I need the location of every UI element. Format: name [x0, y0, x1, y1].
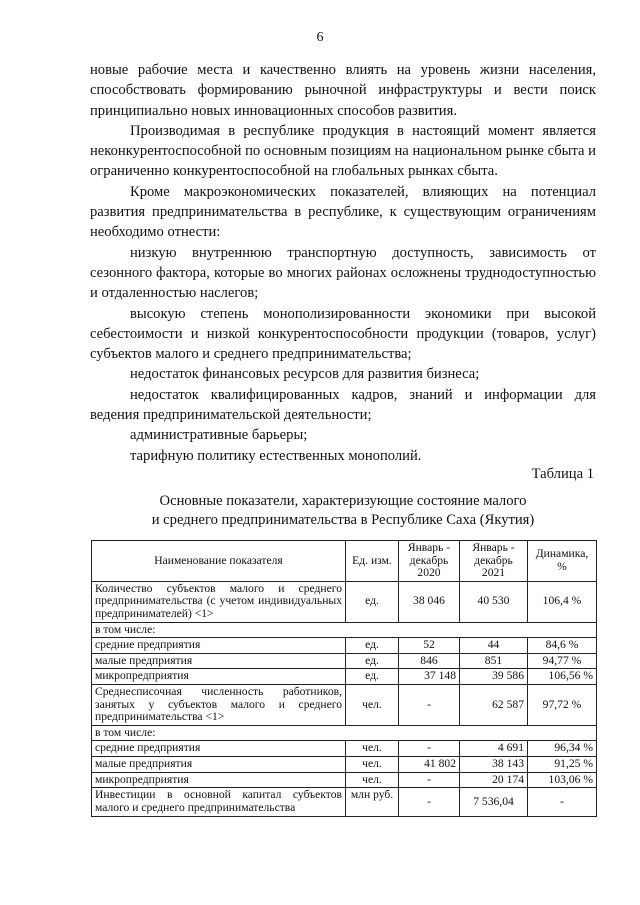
- table-row: [92, 741, 597, 757]
- cell-value-2021: 20 174: [460, 772, 528, 788]
- cell-unit: млн руб.: [346, 788, 399, 817]
- paragraph: высокую степень монополизированности экономики при высокой себестоимости и низкой конкурентоспособности продукции (товаров, услуг) субъектов малого и среднего предпринимательства;: [90, 305, 596, 363]
- cell-dynamics: 84,6 %: [528, 638, 597, 654]
- header-2020: Январь - декабрь 2020: [399, 541, 460, 582]
- cell-dynamics: 103,06 %: [528, 772, 597, 788]
- paragraph: административные барьеры;: [130, 427, 308, 444]
- table-row: [92, 684, 597, 725]
- table-row: [92, 622, 597, 638]
- cell-dynamics: 91,25 %: [528, 756, 597, 772]
- cell-value-2021: 44: [460, 638, 528, 654]
- cell-value-2020: 52: [399, 638, 460, 654]
- cell-value-2021: 62 587: [460, 684, 528, 725]
- cell-value-2021: 40 530: [460, 581, 528, 622]
- table-row: [92, 638, 597, 654]
- paragraph: тарифную политику естественных монополий.: [130, 447, 422, 464]
- cell-name: микропредприятия: [92, 772, 346, 788]
- paragraph: недостаток финансовых ресурсов для развития бизнеса;: [130, 366, 480, 383]
- header-unit: Ед. изм.: [346, 541, 399, 582]
- paragraph: Кроме макроэкономических показателей, влияющих на потенциал развития предпринимательства в республике, к существующим ограничениям необходимо отнести:: [90, 183, 596, 241]
- cell-subheading: в том числе:: [92, 725, 597, 741]
- cell-value-2020: 41 802: [399, 756, 460, 772]
- paragraph: новые рабочие места и качественно влиять на уровень жизни населения, способствовать формированию рыночной инфраструктуры и вести поиск принципиально новых инновационных способов развития.: [90, 62, 596, 119]
- table-row: [92, 581, 597, 622]
- table-title-line: Основные показатели, характеризующие состояние малого: [159, 493, 527, 509]
- cell-name: малые предприятия: [92, 653, 346, 669]
- table-row: [92, 772, 597, 788]
- table-row: [92, 725, 597, 741]
- paragraph: Производимая в республике продукция в настоящий момент является неконкурентоспособной по основным позициям на национальном рынке сбыта и ограниченно конкурентоспособной на глобальных рынках сбыта.: [90, 122, 596, 180]
- table-row: [92, 669, 597, 685]
- cell-name: Инвестиции в основной капитал субъектов малого и среднего предпринимательства: [92, 788, 346, 817]
- header-dynamics: Динамика, %: [528, 541, 597, 582]
- cell-dynamics: 106,56 %: [528, 669, 597, 685]
- table-row: [92, 756, 597, 772]
- cell-unit: ед.: [346, 653, 399, 669]
- cell-value-2020: -: [399, 788, 460, 817]
- cell-name: средние предприятия: [92, 638, 346, 654]
- page-number: 6: [316, 30, 324, 45]
- table-row: [92, 653, 597, 669]
- cell-name: Количество субъектов малого и среднего предпринимательства (с учетом индивидуальных предпринимателей) <1>: [92, 581, 346, 622]
- cell-unit: чел.: [346, 772, 399, 788]
- cell-name: малые предприятия: [92, 756, 346, 772]
- cell-value-2020: 846: [399, 653, 460, 669]
- cell-name: микропредприятия: [92, 669, 346, 685]
- table-header-row: [92, 541, 597, 582]
- cell-value-2020: -: [399, 741, 460, 757]
- paragraph: недостаток квалифицированных кадров, знаний и информации для ведения предпринимательской деятельности;: [90, 386, 596, 424]
- cell-name: средние предприятия: [92, 741, 346, 757]
- cell-value-2021: 851: [460, 653, 528, 669]
- cell-value-2021: 38 143: [460, 756, 528, 772]
- table-row: [92, 788, 597, 817]
- table-title-line: и среднего предпринимательства в Республике Саха (Якутия): [151, 512, 535, 528]
- header-name: Наименование показателя: [92, 541, 346, 582]
- table-title: [90, 492, 596, 530]
- cell-unit: ед.: [346, 638, 399, 654]
- paragraph: низкую внутреннюю транспортную доступность, зависимость от сезонного фактора, которые во многих районах осложнены труднодоступностью и отдаленностью наслегов;: [90, 244, 596, 302]
- cell-value-2021: 4 691: [460, 741, 528, 757]
- cell-dynamics: 94,77 %: [528, 653, 597, 669]
- cell-name: Среднесписочная численность работников, занятых у субъектов малого и среднего предпринимательства <1>: [92, 684, 346, 725]
- cell-unit: чел.: [346, 741, 399, 757]
- header-2021: Январь - декабрь 2021: [460, 541, 528, 582]
- cell-subheading: в том числе:: [92, 622, 597, 638]
- body-text: [90, 60, 596, 466]
- cell-value-2020: 37 148: [399, 669, 460, 685]
- cell-unit: ед.: [346, 669, 399, 685]
- cell-value-2020: -: [399, 772, 460, 788]
- cell-value-2021: 7 536,04: [460, 788, 528, 817]
- cell-unit: чел.: [346, 684, 399, 725]
- indicators-table: [91, 540, 597, 817]
- cell-value-2020: 38 046: [399, 581, 460, 622]
- cell-unit: чел.: [346, 756, 399, 772]
- cell-unit: ед.: [346, 581, 399, 622]
- cell-dynamics: 97,72 %: [528, 684, 597, 725]
- cell-dynamics: 106,4 %: [528, 581, 597, 622]
- cell-value-2020: -: [399, 684, 460, 725]
- cell-value-2021: 39 586: [460, 669, 528, 685]
- table-label: Таблица 1: [531, 466, 594, 482]
- cell-dynamics: -: [528, 788, 597, 817]
- cell-dynamics: 96,34 %: [528, 741, 597, 757]
